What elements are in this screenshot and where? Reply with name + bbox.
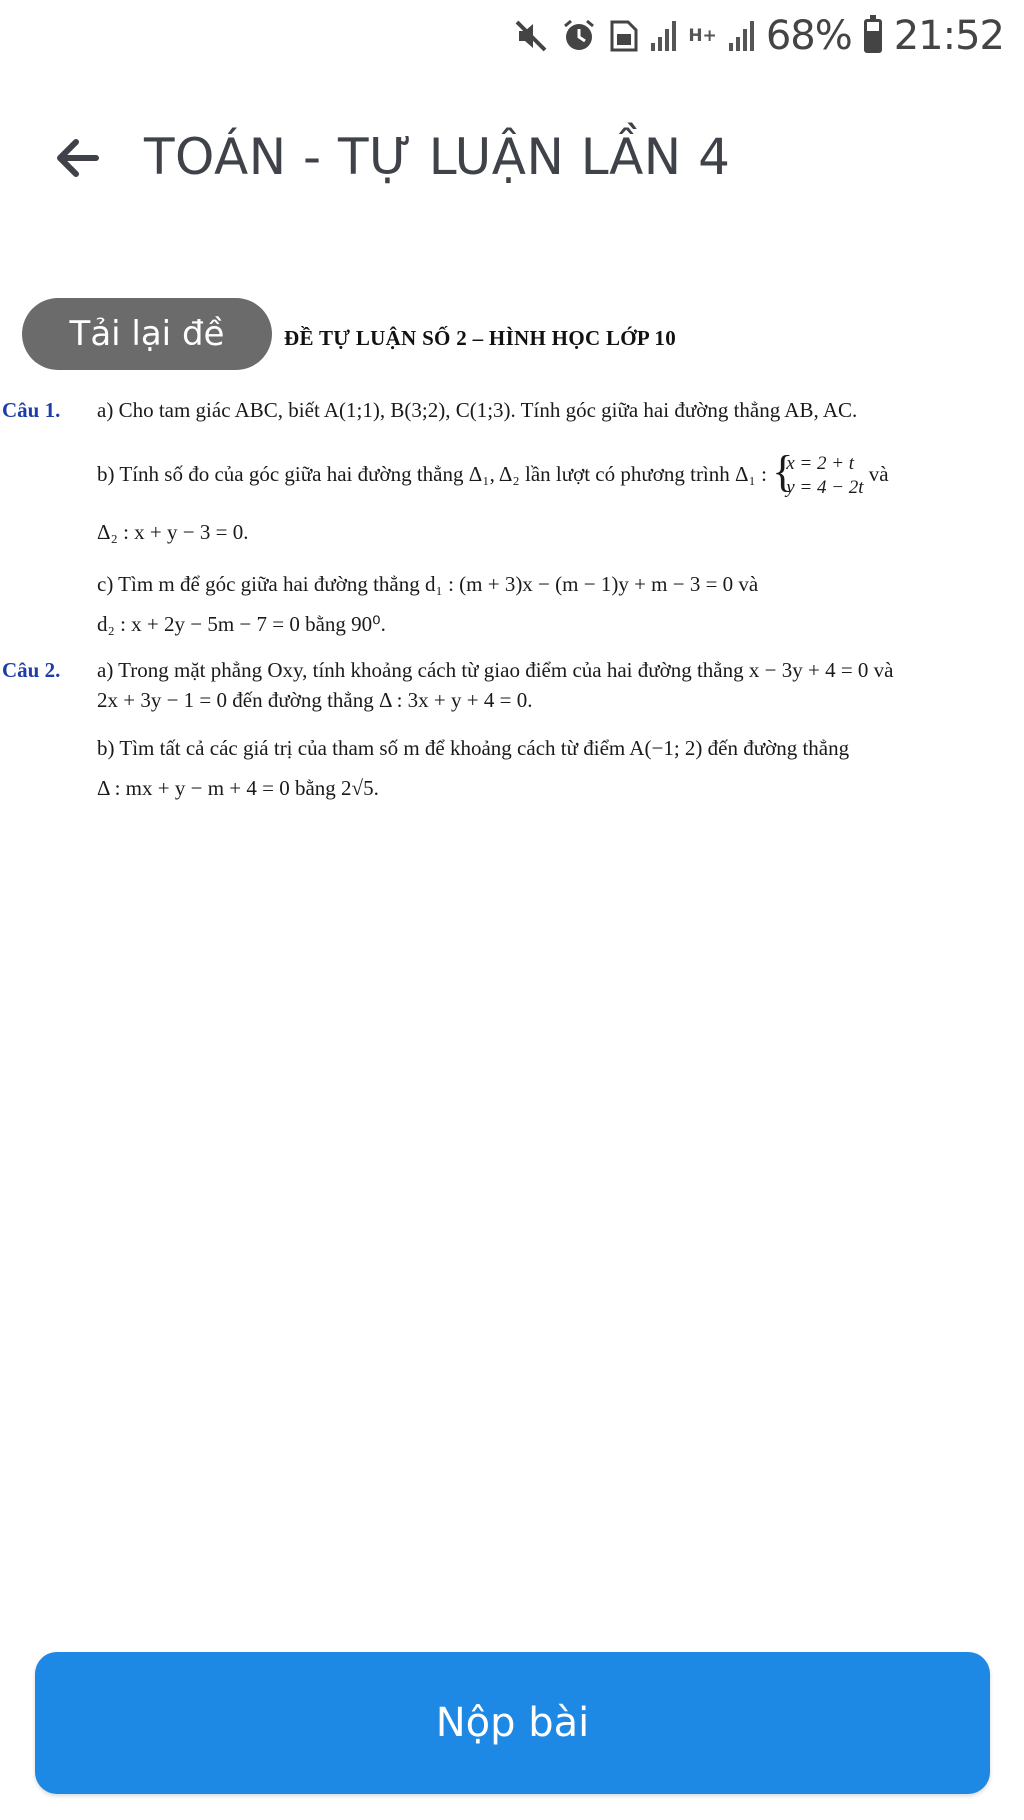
data-hplus-icon: H+ [688,25,717,46]
equation-system: { x = 2 + t y = 4 − 2t [772,447,864,498]
status-bar [0,0,1024,72]
clock: 21:52 [893,13,1004,59]
question-2-part-b-line1: b) Tìm tất cả các giá trị của tham số m để khoảng cách từ điểm A(−1; 2) đến đường thẳng [97,736,850,760]
app-bar [0,120,1024,200]
mute-icon [513,18,549,54]
question-1-part-c-line1: c) Tìm m để góc giữa hai đường thẳng d₁ : (m + 3)x − (m − 1)y + m − 3 = 0 và [97,572,759,596]
question-1-part-b-line2: Δ₂ : x + y − 3 = 0. [97,520,249,544]
alarm-icon [561,18,597,54]
question-2-part-a-line1: a) Trong mặt phẳng Oxy, tính khoảng cách từ giao điểm của hai đường thẳng x − 3y + 4 = 0 và [97,658,894,682]
page-title: TOÁN - TỰ LUẬN LẦN 4 [144,128,731,186]
question-label-1: Câu 1. [2,398,61,422]
question-label-2: Câu 2. [2,658,61,682]
back-button[interactable] [50,130,106,186]
exam-heading: ĐỀ TỰ LUẬN SỐ 2 – HÌNH HỌC LỚP 10 [284,326,677,350]
status-icons [513,10,1004,62]
question-1-part-b-line1: b) Tính số đo của góc giữa hai đường thẳng Δ₁, Δ₂ lần lượt có phương trình Δ₁ : { x = 2 + t y = 4 − 2t và [97,447,889,498]
question-1-part-a: a) Cho tam giác ABC, biết A(1;1), B(3;2), C(1;3). Tính góc giữa hai đường thẳng AB, AC. [97,398,858,422]
question-2-part-a-line2: 2x + 3y − 1 = 0 đến đường thẳng Δ : 3x + y + 4 = 0. [97,688,533,712]
question-1-part-c-line2: d₂ : x + 2y − 5m − 7 = 0 bằng 90⁰. [97,612,386,636]
sim-icon [609,19,639,53]
reload-exam-button[interactable]: Tải lại đề [22,298,272,370]
submit-button[interactable]: Nộp bài [35,1652,990,1794]
signal-icon [729,21,754,51]
battery-percent: 68% [765,13,852,59]
arrow-left-icon [50,130,106,186]
battery-icon [864,19,882,53]
signal-icon [651,21,676,51]
question-2-part-b-line2: Δ : mx + y − m + 4 = 0 bằng 2√5. [97,776,379,800]
